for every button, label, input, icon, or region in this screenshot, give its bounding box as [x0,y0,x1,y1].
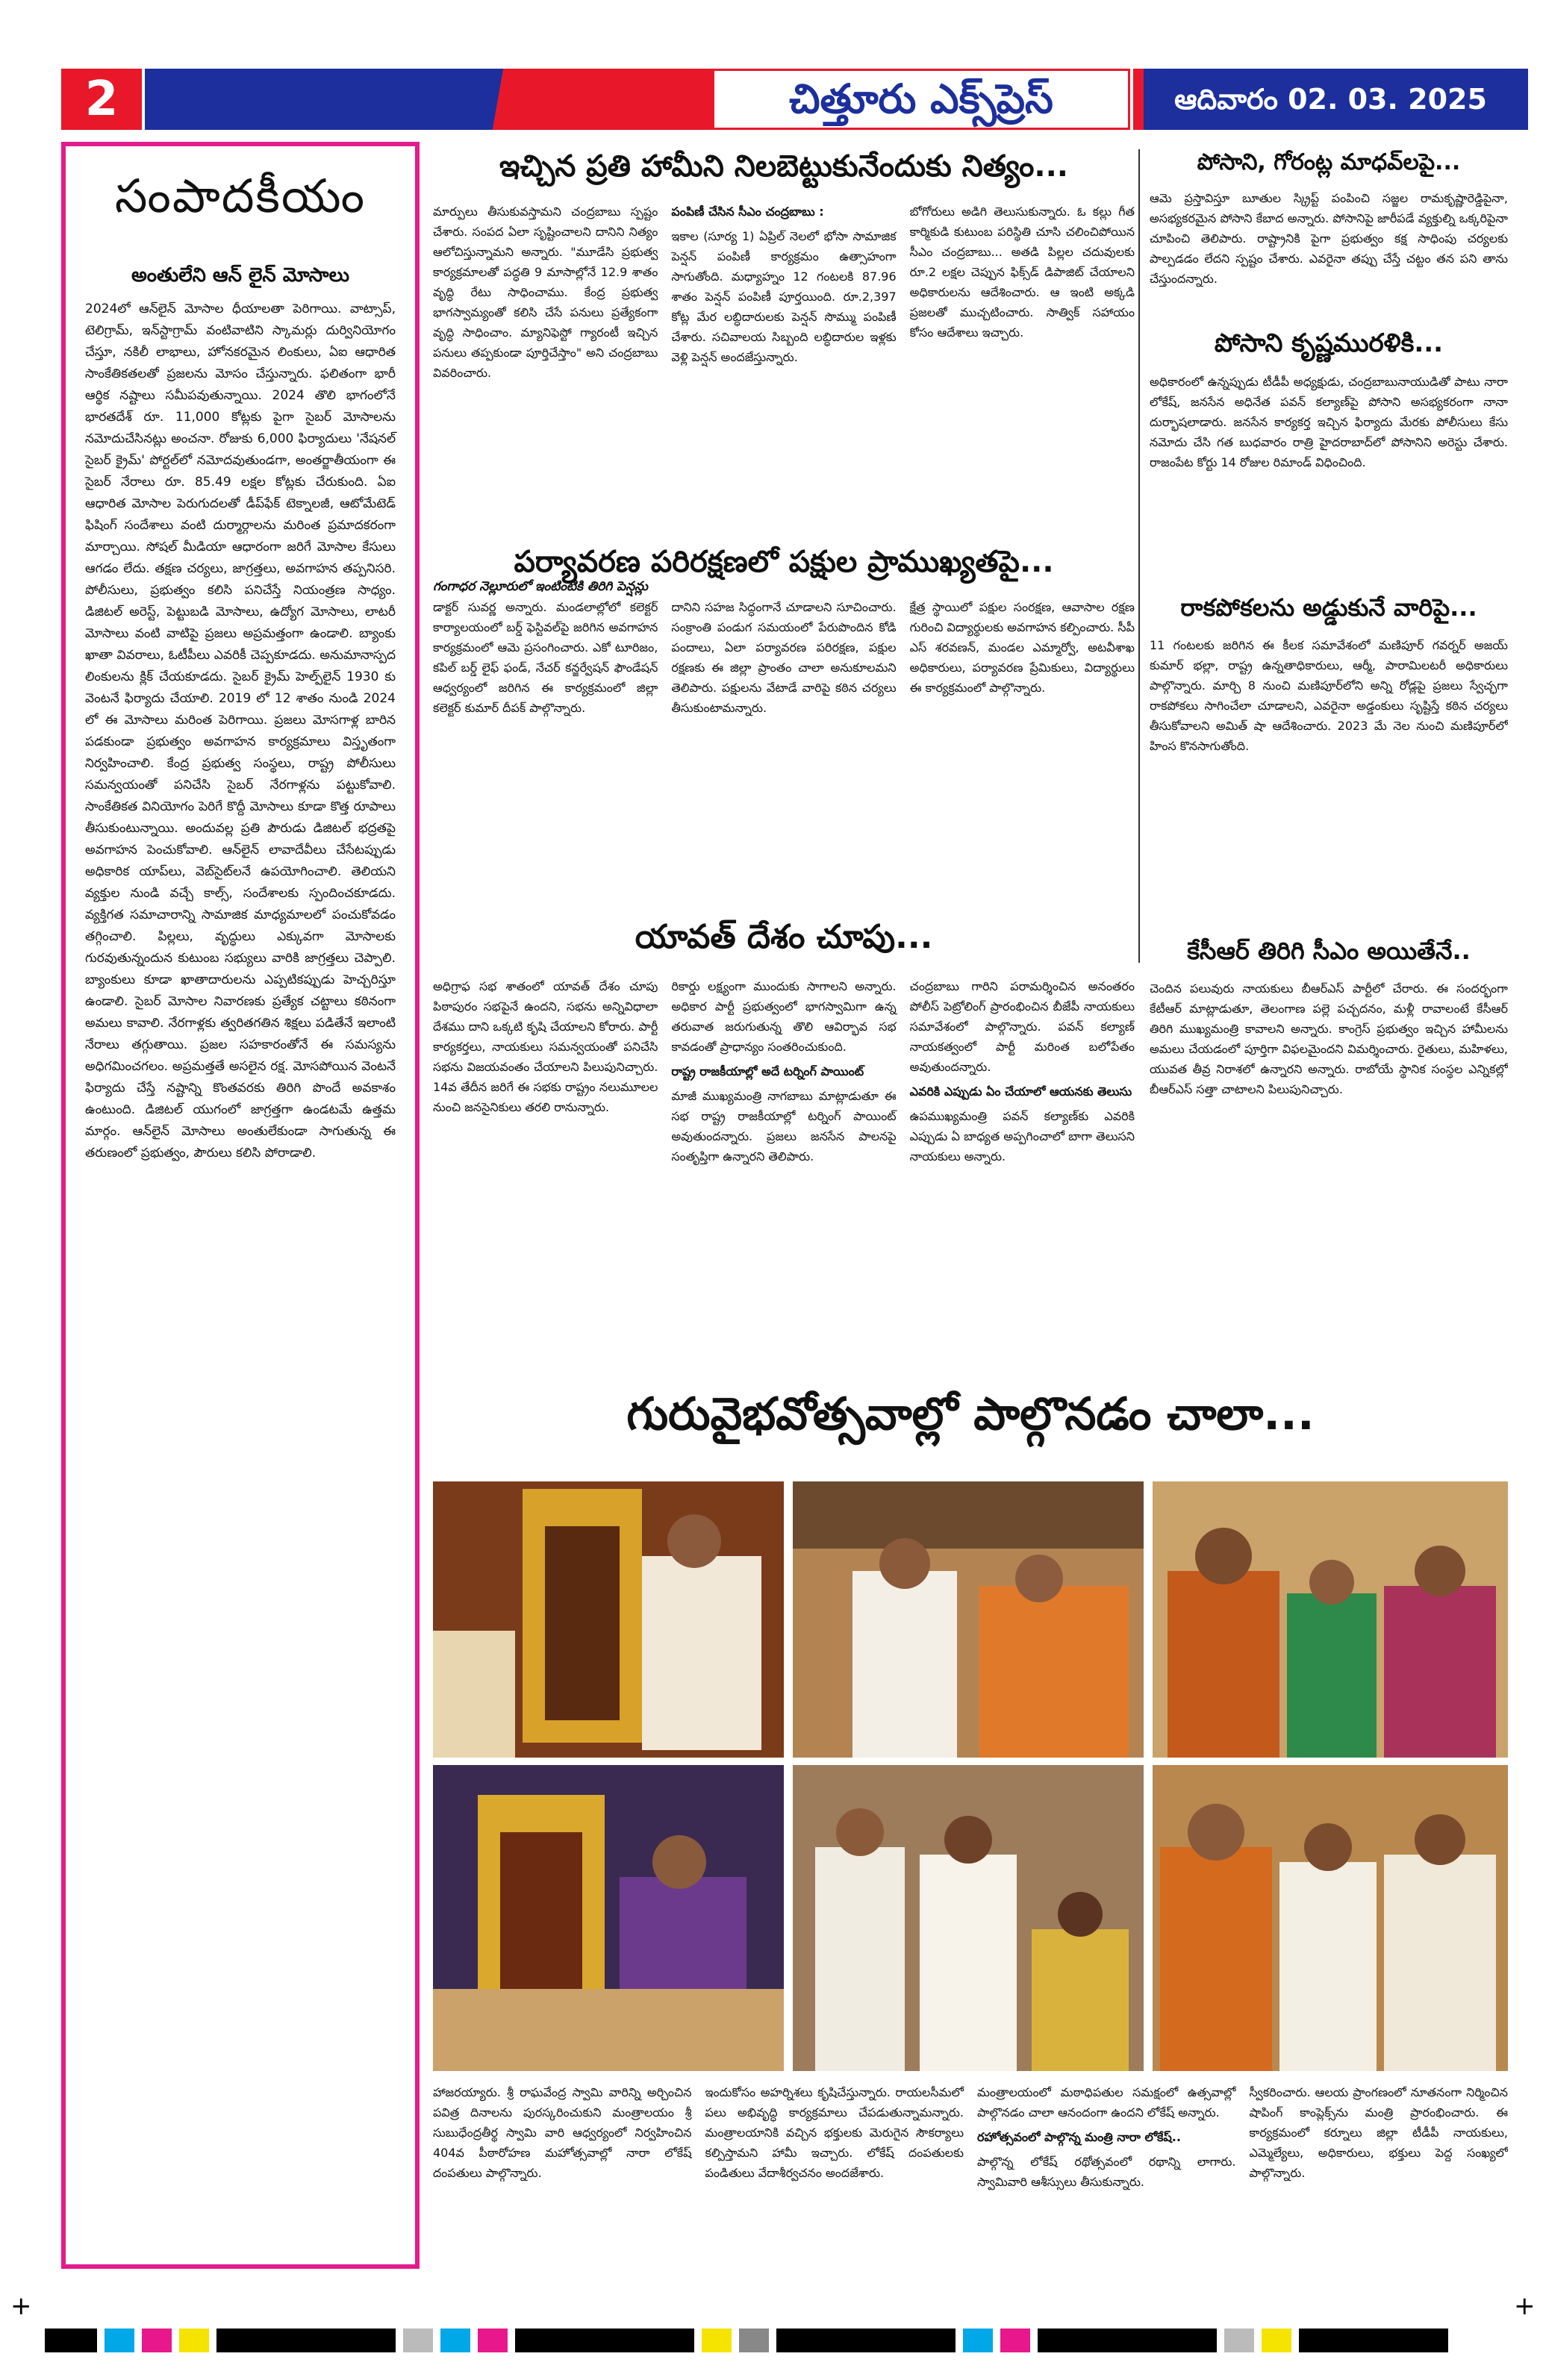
article-nation-watch-col2: రికార్డు లక్ష్యంగా ముందుకు సాగాలని అన్నారు. అధికార పార్టీ ప్రభుత్వంలో భాగస్వామిగా ఉన్న తరువాత జరుగుతున్న తొలి ఆవిర్భావ సభ కావడంతో ప్రాధాన్యం సంతరించుకుంది. రాష్ట్ర రాజకీయాల్లో అదే టర్నింగ్ పాయింట్ మాజీ ముఖ్యమంత్రి నాగబాబు మాట్లాడుతూ ఈ సభ రాష్ట్ర రాజకీయాల్లో టర్నింగ్ పాయింట్ అవుతుందన్నారు. ప్రజలు జనసేన పాలనపై సంతృప్తిగా ఉన్నారని తెలిపారు. [671,979,897,1164]
article-manipur-roads-body: 11 గంటలకు జరిగిన ఈ కీలక సమావేశంలో మణిపూర్ గవర్నర్ అజయ్ కుమార్ భల్లా, రాష్ట్ర ఉన్నతాధికారులు, ఆర్మీ, పారామిలటరీ అధికారులు పాల్గొన్నారు. మార్చి 8 నుంచి మణిపూర్‌లోని అన్ని రోడ్లపై ప్రజలు స్వేచ్ఛగా రాకపోకలు సాగించేలా చూడాలని, ఎవరైనా అడ్డంకులు సృష్టిస్తే కఠిన చర్యలు తీసుకోవాలని అమిత్ షా ఆదేశించారు. 2023 మే నెల నుంచి మణిపూర్‌లో హింస కొనసాగుతోంది. [1150,638,1508,753]
photo-temple-4 [433,1765,784,2071]
article-manipur-roads-headline: రాకపోకలను అడ్డుకునే వారిపై... [1180,593,1477,622]
article-promises-headline: ఇచ్చిన ప్రతి హామీని నిలబెట్టుకునేందుకు నిత్యం... [499,149,1068,184]
article-promises-col3: బోగోరులు అడిగి తెలుసుకున్నారు. ఓ కల్లు గీత కార్మికుడి కుటుంబ పరిస్థితి చూసి చలించిపోయిన సీఎం చంద్రబాబు... అతడి పిల్లల చదువులకు రూ.2 లక్షల చెప్పున ఫిక్స్‌డ్ డిపాజిట్ చేయాలని అధికారులను ఆదేశించారు. ఆ ఇంటి అక్కడి ప్రజలతో ముచ్చటించారు. సాత్విక్ సహాయం కోసం ఆదేశాలు ఇచ్చారు. [909,204,1135,340]
date-box-accent [1133,69,1144,130]
article-bird-conservation-col1: డాక్టర్ సువర్ణ అన్నారు. మండలాల్లోలో కలెక్టర్ కార్యాలయంలో బర్డ్ ఫెస్టివల్‌పై జరిగిన అవగాహన కార్యక్రమంలో ఆమె ప్రసంగించారు. ఎకో టూరిజం, కపిల్ బర్డ్ లైఫ్ ఫండ్, నేచర్ కన్జర్వేషన్ ఫౌండేషన్ ఆధ్వర్యంలో జరిగిన ఈ కార్యక్రమంలో జిల్లా కలెక్టర్ కుమార్ దీపక్ పాల్గొన్నారు. [433,600,658,715]
issue-date-box [1133,69,1528,130]
editorial-headline: అంతులేని ఆన్ లైన్ మోసాలు [131,264,350,287]
article-kcr-cm-body: చెందిన పలువురు నాయకులు బీఆర్ఎస్ పార్టీలో చేరారు. ఈ సందర్భంగా కేటీఆర్ మాట్లాడుతూ, తెలంగాణ పల్లె పచ్చదనం, మళ్లీ రావాలంటే కేసీఆర్ తిరిగి ముఖ్యమంత్రి కావాలని అన్నారు. కాంగ్రెస్ ప్రభుత్వం ఇచ్చిన హామీలను అమలు చేయడంలో పూర్తిగా విఫలమైందని విమర్శించారు. రైతులు, మహిళలు, యువత తీవ్ర నిరాశలో ఉన్నారని అన్నారు. రాబోయే స్థానిక సంస్థల ఎన్నికల్లో బీఆర్ఎస్ సత్తా చాటాలని పిలుపునిచ్చారు. [1150,981,1508,1096]
article-nation-watch-col3: చంద్రబాబు గారిని పరామర్శించిన అనంతరం పోలీస్ పెట్రోలింగ్ ప్రారంభించిన బీజేపీ నాయకులు సమావేశంలో పాల్గొన్నారు. పవన్ కల్యాణ్ నాయకత్వంలో పార్టీ మరింత బలోపేతం అవుతుందన్నారు. ఎవరికి ఎప్పుడు ఏం చేయాలో ఆయనకు తెలుసు ఉపముఖ్యమంత్రి పవన్ కల్యాణ్‌కు ఎవరికి ఎప్పుడు ఏ బాధ్యత అప్పగించాలో బాగా తెలుసని నాయకులు అన్నారు. [909,979,1135,1164]
article-bird-conservation-col3: క్షేత్ర స్థాయిలో పక్షుల సంరక్షణ, ఆవాసాల రక్షణ గురించి విద్యార్థులకు అవగాహన కల్పించారు. సీపీ ఎస్ శరవణన్, మండల ఎమ్మార్వో, అటవీశాఖ అధికారులు, పర్యావరణ ప్రేమికులు, విద్యార్థులు ఈ కార్యక్రమంలో పాల్గొన్నారు. [909,600,1135,695]
article-bird-conservation [433,545,1135,925]
photo-temple-1 [433,1481,784,1758]
photo-temple-6 [1153,1765,1508,2071]
article-posani-gorantla-body: ఆమె ప్రస్తావిస్తూ బూతుల స్క్రిప్ట్ పంపించి సజ్జల రామకృష్ణారెడ్డిపైనా, అసభ్యకరమైన పోసాని కేబాద అన్నారు. పోసానిపై జారీపడే వ్యక్తుల్ని ఒక్కరిపైనా చూపించి తెలిపారు. రాష్ట్రానికి పైగా ప్రభుత్వం కక్ష సాధింపు చర్యలకు పాల్పడడం లేదని స్పష్టం చేశారు. ఎవరైనా తప్పు చేస్తే చట్టం తన పని తాను చేస్తుందన్నారు. [1150,191,1508,286]
masthead [61,69,1528,130]
article-posani-gorantla [1150,149,1508,300]
crop-mark-right: + [1514,2291,1536,2321]
article-promises-col2: పంపిణీ చేసిన సీఎం చంద్రబాబు : ఇకాల (సూర్య 1) ఏప్రిల్ నెలలో భోసా సామాజిక పెన్షన్ పంపిణీ కార్యక్రమం ఉత్సాహంగా సాగుతోంది. మధ్యాహ్నం 12 గంటలకి 87.96 శాతం పెన్షన్ పంపిణీ పూర్తయింది. రూ.2,397 కోట్ల మేర లబ్ధిదారులకు పెన్షన్ సొమ్ము పంపిణీ చేశారు. సచివాలయ సిబ్బంది లబ్ధిదారుల ఇళ్లకు వెళ్లి పెన్షన్ అందజేస్తున్నారు. [671,204,897,364]
editorial-body: 2024లో ఆన్‌లైన్ మోసాల ధీయాలతా పెరిగాయి. వాట్సాప్, టెలిగ్రామ్, ఇన్‌స్టాగ్రామ్ వంటివాటిని స్కామర్లు దుర్వినియోగం చేస్తూ, నకిలీ లాభాలు, హోనకరమైన లింకులు, ఏఐ ఆధారిత సాంకేతికతలతో ప్రజలను మోసం చేస్తున్నారు. ఫలితంగా భారీ ఆర్థిక నష్టాలు సమీపవుతున్నాయి. 2024 తొలి భాగంలోనే భారతదేశ్ రూ. 11,000 కోట్లకు పైగా సైబర్ మోసాలను నమోదుచేసినట్లు అంచనా. రోజుకు 6,000 ఫిర్యాదులు 'నేషనల్ సైబర్ క్రైమ్' పోర్టల్‌లో నమోదవుతుండగా, అంతర్జాతీయంగా ఈ సైబర్ నేరాలు రూ. 85.49 లక్షల కోట్లకు చేరుకుంది. ఏఐ ఆధారిత మోసాల పెరుగుదలతో డీప్‌ఫేక్ టెక్నాలజీ, ఆటోమేటెడ్ ఫిషింగ్ సందేశాలు వంటి దుర్మార్గాలను మరింత ప్రమాదకరంగా మార్చాయి. సోషల్ మీడియా ఆధారంగా జరిగే మోసాల కేసులు ఆగడం లేదు. తక్షణ చర్యలు, జాగ్రత్తలు, అవగాహన తప్పనిసరి. పోలీసులు, ప్రభుత్వం కలిసి పనిచేస్తే నియంత్రణ సాధ్యం. డిజిటల్ అరెస్ట్, పెట్టుబడి మోసాలు, ఉద్యోగ మోసాలు, లాటరీ మోసాలు వంటి వాటిపై ప్రజలు అప్రమత్తంగా ఉండాలి. బ్యాంకు ఖాతా వివరాలు, ఓటీపీలు ఎవరికీ చెప్పకూడదు. అనుమానాస్పద లింకులను క్లిక్ చేయకూడదు. సైబర్ క్రైమ్ హెల్ప్‌లైన్ 1930 కు వెంటనే ఫిర్యాదు చేయాలి. 2019 లో 12 శాతం నుండి 2024 లో ఈ మోసాలు మరింత పెరిగాయి. ప్రజలు మోసగాళ్ల బారిన పడకుండా ప్రభుత్వం అవగాహన కార్యక్రమాలు విస్తృతంగా నిర్వహించాలి. కేంద్ర ప్రభుత్వ సంస్థలు, రాష్ట్ర పోలీసులు సమన్వయంతో పనిచేసి సైబర్ నేరగాళ్లను పట్టుకోవాలి. సాంకేతికత వినియోగం పెరిగే కొద్దీ మోసాలు కూడా కొత్త రూపాలు తీసుకుంటున్నాయి. అందువల్ల ప్రతి పౌరుడు డిజిటల్ భద్రతపై అవగాహన పెంచుకోవాలి. ఆన్‌లైన్ లావాదేవీలు చేసేటప్పుడు అధికారిక యాప్‌లు, వెబ్‌సైట్‌లనే ఉపయోగించాలి. తెలియని వ్యక్తుల నుండి వచ్చే కాల్స్, సందేశాలకు స్పందించకూడదు. వ్యక్తిగత సమాచారాన్ని సామాజిక మాధ్యమాలలో పంచుకోవడం తగ్గించాలి. పిల్లలు, వృద్ధులు ఎక్కువగా మోసాలకు గురవుతున్నందున కుటుంబ సభ్యులు వారికి జాగ్రత్తలు చెప్పాలి. బ్యాంకులు కూడా ఖాతాదారులను ఎప్పటికప్పుడు హెచ్చరిస్తూ ఉండాలి. సైబర్ మోసాల నివారణకు ప్రత్యేక చట్టాలు కఠినంగా అమలు కావాలి. నేరగాళ్లకు త్వరితగతిన శిక్షలు పడితేనే ఇలాంటి నేరాలు తగ్గుతాయి. ప్రజల సహకారంతోనే ఈ సమస్యను అధిగమించగలం. అప్రమత్తతే అసలైన రక్ష. మోసపోయిన వెంటనే ఫిర్యాదు చేస్తే నష్టాన్ని కొంతవరకు తిరిగి పొందే అవకాశం ఉంటుంది. డిజిటల్ యుగంలో జాగ్రత్తగా ఉండటమే ఉత్తమ మార్గం. ఆన్‌లైన్ మోసాలు అంతులేకుండా సాగుతున్న ఈ తరుణంలో ప్రభుత్వం, పౌరులు కలిసి పోరాడాలి. [85,302,396,1161]
issue-date: ఆదివారం 02. 03. 2025 [1174,83,1487,116]
article-guru-col3: మంత్రాలయంలో మఠాధిపతుల సమక్షంలో ఉత్సవాల్లో పాల్గొనడం చాలా ఆనందంగా ఉందని లోకేష్ అన్నారు. రహోత్సవంలో పాల్గొన్న మంత్రి నారా లోకేష్.. పాల్గొన్న లోకేష్ రథోత్సవంలో రథాన్ని లాగారు. స్వామివారి ఆశీస్సులు తీసుకున్నారు. [977,2085,1236,2189]
article-bird-conservation-headline: పర్యావరణ పరిరక్షణలో పక్షుల ప్రాముఖ్యతపై... [514,545,1054,579]
article-promises-col1: మార్పులు తీసుకువస్తామని చంద్రబాబు స్పష్టం చేశారు. సంపద ఏలా సృష్టించాలని దానిని నిత్యం ఆలోచిస్తున్నామని అన్నారు. "మూడేసి ప్రభుత్వ కార్యక్రమాలతో పద్ధతి 9 మాసాల్లోనే 12.9 శాతం వృద్ధి రేటు సాధించాము. కేంద్ర ప్రభుత్వ భాగస్వామ్యంతో కలిసి చేసే పనులు ప్రత్యేకంగా వృద్ధి సాధించాం. మ్యానిఫెస్టో గ్యారంటీ ఇచ్చిన పనులు తప్పకుండా పూర్తిచేస్తాం" అని చంద్రబాబు వివరించారు. [433,204,658,380]
article-guru-vaibhavotsavam-body [433,2082,1508,2321]
article-nation-watch [433,918,1135,1402]
article-bird-conservation-col2: దానిని సహజ సిద్ధంగానే చూడాలని సూచించారు. సంక్రాంతి పండుగ సమయంలో పేరుపొందిన కోడి పందాలు, ఏలా పర్యావరణ పరిరక్షణ, పక్షుల రక్షణకు ఈ జిల్లా ప్రాంతం చాలా అనుకూలమని తెలిపారు. పక్షులను వేటాడే వారిపై కఠిన చర్యలు తీసుకుంటామన్నారు. [671,600,897,715]
article-promises-footer: గంగాధర నెల్లూరులో ఇంటింటికి తిరిగి పెన్షన్లు [433,579,648,594]
article-promises [433,149,1135,597]
article-nation-watch-headline: యావత్ దేశం చూపు... [635,918,933,956]
article-manipur-roads [1150,593,1508,956]
newspaper-title: చిత్తూరు ఎక్స్‌ప్రెస్ [712,69,1130,130]
article-posani-gorantla-headline: పోసాని, గోరంట్ల మాధవ్‌లపై... [1197,149,1461,175]
article-posani-krishnamurali [1150,328,1508,573]
article-nation-watch-col1: అధిగ్రాఫ సభ శాతంలో యావత్ దేశం చూపు పిఠాపురం సభపైనే ఉందని, సభను అన్నివిధాలా దేశము దాని ఒక్కటి కృషి చేయాలని కోరారు. పార్టీ కార్యకర్తలు, నాయకులు సమన్వయంతో పనిచేసి సభను విజయవంతం చేయాలని పిలుపునిచ్చారు. 14వ తేదీన జరిగే ఈ సభకు రాష్ట్రం నలుమూలల నుంచి జనసైనికులు తరలి రానున్నారు. [433,979,658,1114]
article-guru-col4: స్వీకరించారు. ఆలయ ప్రాంగణంలో నూతనంగా నిర్మించిన షాపింగ్ కాంప్లెక్స్‌ను మంత్రి ప్రారంభించారు. ఈ కార్యక్రమంలో కర్నూలు జిల్లా టీడీపీ నాయకులు, ఎమ్మెల్యేలు, అధికారులు, భక్తులు పెద్ద సంఖ్యలో పాల్గొన్నారు. [1249,2085,1508,2180]
article-kcr-cm-headline: కేసీఆర్ తిరిగి సీఎం అయితేనే.. [1187,937,1471,965]
photo-temple-3 [1153,1481,1508,1758]
article-guru-col1: హాజరయ్యారు. శ్రీ రాఘవేంద్ర స్వామి వారిన్ని అర్చించిన పవిత్ర దినాలను పురస్కరించుకుని మంత్రాలయం శ్రీ సుబుధేంద్రతీర్థ స్వామి వారి ఆధ్వర్యంలో నిర్వహించిన 404వ పీఠారోహణ మహోత్సవాల్లో నారా లోకేష్ దంపతులు పాల్గొన్నారు. [433,2085,692,2180]
crop-mark-left: + [10,2291,32,2321]
article-posani-krishnamurali-body: అధికారంలో ఉన్నప్పుడు టీడీపీ అధ్యక్షుడు, చంద్రబాబునాయుడితో పాటు నారా లోకేష్, జనసేన అధినేత పవన్ కల్యాణ్‌పై పోసాని అసభ్యకరంగా నానా దుర్భాషలాడారు. జనసేన కార్యకర్త ఇచ్చిన ఫిర్యాదు మేరకు పోలీసులు కేసు నమోదు చేసి గత బుధవారం రాత్రి హైదరాబాద్‌లో పోసానిని అరెస్టు చేశారు. రాజంపేట కోర్టు 14 రోజుల రిమాండ్ విధించింది. [1150,375,1508,469]
masthead-color-band [145,69,712,130]
photo-temple-2 [793,1481,1144,1758]
editorial-column [61,142,420,2269]
print-registration-bar [45,2329,1508,2352]
editorial-section-title: సంపాదకీయం [114,169,367,223]
article-guru-vaibhavotsavam-headline: గురువైభవోత్సవాల్లో పాల్గొనడం చాలా... [626,1388,1315,1440]
photo-temple-5 [793,1765,1144,2071]
article-guru-col2: ఇందుకోసం అహర్నిశలు కృషిచేస్తున్నారు. రాయలసీమలో పలు అభివృద్ధి కార్యక్రమాలు చేపడుతున్నామన్నారు. మంత్రాలయానికి వచ్చిన భక్తులకు మెరుగైన సౌకర్యాలు కల్పిస్తామని హామీ ఇచ్చారు. లోకేష్ దంపతులకు పండితులు వేదాశీర్వచనం అందజేశారు. [705,2085,964,2180]
column-divider [1138,149,1140,963]
article-guru-vaibhavotsavam [433,1388,1508,1451]
article-posani-krishnamurali-headline: పోసాని కృష్ణమురళికి... [1214,328,1444,358]
article-kcr-cm [1150,937,1508,1381]
page-number: 2 [61,69,142,130]
